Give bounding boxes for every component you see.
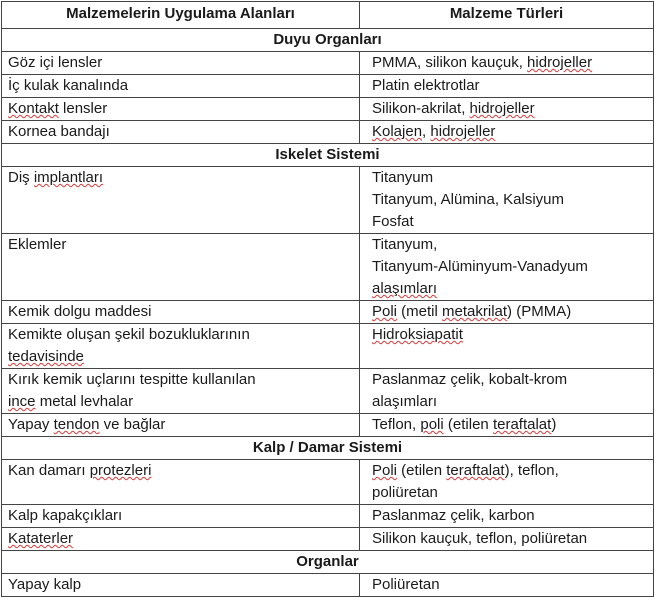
- application-text: Yapay: [8, 416, 54, 433]
- material-text: Poli: [372, 462, 398, 479]
- application-line: [8, 391, 353, 413]
- material-line: Titanyum: [372, 169, 434, 186]
- application-text: lensler: [58, 100, 108, 117]
- material-text: Teflon,: [372, 416, 421, 433]
- material-cell: [360, 52, 654, 75]
- material-cell: [360, 167, 654, 234]
- application-cell: Eklemler: [2, 234, 360, 301]
- material-cell: Platin elektrotlar: [360, 75, 654, 98]
- material-text: (metil: [397, 303, 443, 320]
- application-cell: Kornea bandajı: [2, 121, 360, 144]
- table-header-row: [2, 2, 654, 29]
- application-cell: [2, 369, 360, 414]
- material-cell: Poliüretan: [360, 574, 654, 597]
- material-cell: [360, 369, 654, 414]
- material-line: Paslanmaz çelik, kobalt-krom: [372, 371, 568, 388]
- application-cell: Kalp kapakçıkları: [2, 505, 360, 528]
- table-row: [2, 98, 654, 121]
- material-cell: [360, 121, 654, 144]
- table-row: [2, 234, 654, 301]
- table-row: [2, 414, 654, 437]
- material-line: Titanyum,: [372, 236, 438, 253]
- material-text: Poli: [372, 303, 398, 320]
- section-row: [2, 144, 654, 167]
- material-text: Silikon-akrilat,: [372, 100, 470, 117]
- material-text: ) (PMMA): [507, 303, 572, 320]
- material-text: (etilen: [443, 416, 493, 433]
- table-row: [2, 52, 654, 75]
- column-header-material: Malzeme Türleri: [360, 2, 654, 29]
- application-line: Kırık kemik uçlarını tespitte kullanılan: [8, 371, 256, 388]
- material-text: Kolajen: [372, 123, 423, 140]
- material-cell: [360, 98, 654, 121]
- application-cell: [2, 460, 360, 505]
- material-line: alaşımları: [372, 393, 438, 410]
- application-text: tedavisinde: [8, 348, 84, 365]
- application-text: Kontakt: [8, 100, 59, 117]
- table-row: [2, 574, 654, 597]
- section-title-iskelet: Iskelet Sistemi: [2, 144, 654, 167]
- material-line: Titanyum, Alümina, Kalsiyum: [372, 191, 565, 208]
- section-title-kalp: Kalp / Damar Sistemi: [2, 437, 654, 460]
- material-line: Fosfat: [372, 213, 414, 230]
- material-text: ), teflon,: [504, 462, 559, 479]
- application-text: ince: [8, 393, 36, 410]
- application-cell: İç kulak kanalında: [2, 75, 360, 98]
- application-text: tendon: [53, 416, 100, 433]
- application-cell: Kemik dolgu maddesi: [2, 301, 360, 324]
- application-cell: [2, 98, 360, 121]
- material-text: hidrojeller: [430, 123, 496, 140]
- material-cell: [360, 301, 654, 324]
- material-text: hidrojeller: [527, 54, 593, 71]
- table-row: [2, 121, 654, 144]
- application-text: Kan damarı: [8, 462, 90, 479]
- material-cell: [360, 414, 654, 437]
- biomaterials-table: [1, 1, 654, 597]
- material-cell: [360, 460, 654, 505]
- material-text: hidrojeller: [469, 100, 535, 117]
- application-line: [8, 346, 353, 368]
- material-text: ,: [422, 123, 431, 140]
- application-cell: [2, 414, 360, 437]
- table-row: [2, 75, 654, 98]
- table-row: [2, 369, 654, 414]
- application-cell: Göz içi lensler: [2, 52, 360, 75]
- material-text: ): [551, 416, 557, 433]
- application-cell: [2, 324, 360, 369]
- material-line: [372, 460, 647, 482]
- section-row: [2, 551, 654, 574]
- application-cell: Yapay kalp: [2, 574, 360, 597]
- table-row: [2, 301, 654, 324]
- material-text: teraftalat: [446, 462, 505, 479]
- table-row: [2, 505, 654, 528]
- column-header-application: Malzemelerin Uygulama Alanları: [2, 2, 360, 29]
- table-row: [2, 167, 654, 234]
- application-text: ve bağlar: [99, 416, 166, 433]
- table-row: [2, 324, 654, 369]
- material-text: alaşımları: [372, 280, 438, 297]
- material-text: PMMA, silikon kauçuk,: [372, 54, 528, 71]
- table-row: [2, 528, 654, 551]
- application-text: Kataterler: [8, 530, 74, 547]
- material-cell: [360, 324, 654, 369]
- material-cell: Silikon kauçuk, teflon, poliüretan: [360, 528, 654, 551]
- application-cell: [2, 528, 360, 551]
- application-text: protezleri: [89, 462, 152, 479]
- section-title-organlar: Organlar: [2, 551, 654, 574]
- section-row: [2, 437, 654, 460]
- material-text: (etilen: [397, 462, 447, 479]
- application-text: implantları: [33, 169, 104, 186]
- section-row: [2, 29, 654, 52]
- section-title-duyu: Duyu Organları: [2, 29, 654, 52]
- application-text: Diş: [8, 169, 34, 186]
- material-text: Hidroksiapatit: [372, 326, 463, 343]
- material-text: poli: [420, 416, 444, 433]
- application-cell: [2, 167, 360, 234]
- application-text: metal levhalar: [35, 393, 134, 410]
- material-line: [372, 278, 647, 300]
- table-row: [2, 460, 654, 505]
- material-line: poliüretan: [372, 484, 438, 501]
- material-text: metakrilat: [442, 303, 508, 320]
- material-cell: Paslanmaz çelik, karbon: [360, 505, 654, 528]
- application-line: Kemikte oluşan şekil bozukluklarının: [8, 326, 250, 343]
- material-line: Titanyum-Alüminyum-Vanadyum: [372, 258, 588, 275]
- material-text: teraftalat: [492, 416, 552, 433]
- material-cell: [360, 234, 654, 301]
